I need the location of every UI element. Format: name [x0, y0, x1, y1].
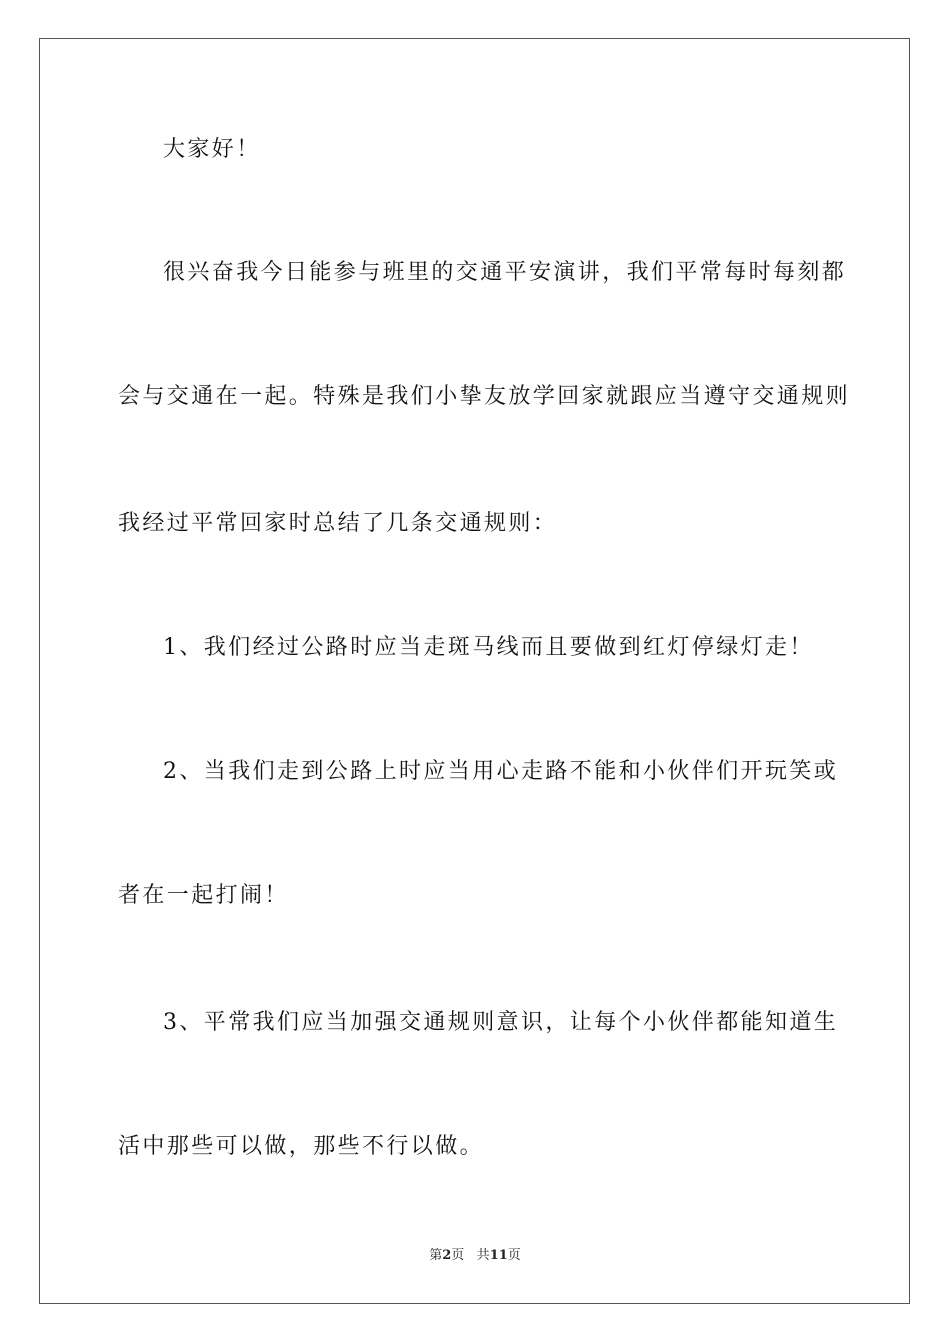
footer-page-prefix: 第	[429, 1248, 443, 1263]
footer-total-prefix: 共	[476, 1248, 490, 1263]
paragraph-2-line-1: 我经过平常回家时总结了几条交通规则：	[118, 511, 558, 536]
page-footer	[0, 1247, 950, 1265]
footer-page-suffix: 页	[451, 1248, 465, 1263]
rule-3-line-1: 3、平常我们应当加强交通规则意识，让每个小伙伴都能知道生	[163, 1010, 839, 1035]
rule-2-line-1: 2、当我们走到公路上时应当用心走路不能和小伙伴们开玩笑或	[163, 759, 839, 784]
rule-3-line-2: 活中那些可以做，那些不行以做。	[118, 1134, 485, 1159]
rule-2-line-2: 者在一起打闹！	[118, 883, 289, 908]
footer-total-suffix: 页	[507, 1248, 521, 1263]
footer-page-number: 2	[442, 1248, 452, 1263]
rule-1-line-1: 1、我们经过公路时应当走斑马线而且要做到红灯停绿灯走！	[163, 635, 814, 660]
page-frame	[39, 38, 910, 1304]
paragraph-1-line-2: 会与交通在一起。特殊是我们小挚友放学回家就跟应当遵守交通规则	[118, 384, 851, 409]
paragraph-1-line-1: 很兴奋我今日能参与班里的交通平安演讲，我们平常每时每刻都	[163, 260, 847, 285]
greeting-line: 大家好！	[163, 137, 261, 162]
footer-total-pages: 11	[489, 1248, 508, 1263]
